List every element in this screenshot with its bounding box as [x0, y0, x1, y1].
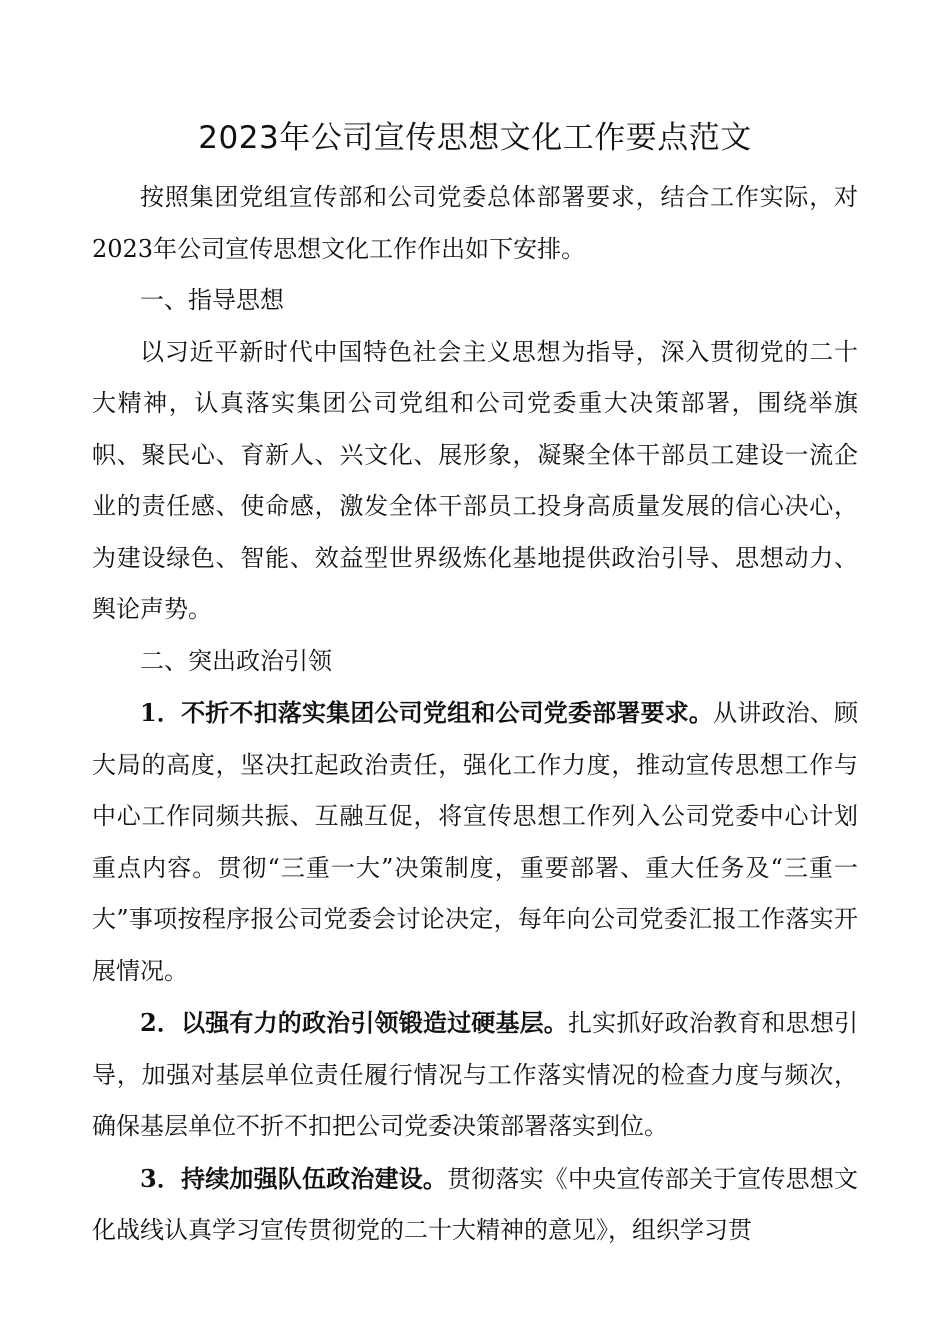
item-1-lead: 1．不折不扣落实集团公司党组和公司党委部署要求。: [140, 698, 714, 727]
section-2-heading: 二、突出政治引领: [140, 646, 332, 675]
item-3-lead: 3．持续加强队伍政治建设。: [140, 1163, 448, 1193]
item-2-text: 扎实抓好政治教育和思想引导，加强对基层单位责任履行情况与工作落实情况的检查力度与频次，确保基层单位不折不扣把公司党委决策部署落实到位。: [92, 1009, 859, 1140]
section-2-item-2: [92, 997, 858, 1153]
section-2-item-1: [92, 687, 858, 997]
intro-paragraph: 按照集团党组宣传部和公司党委总体部署要求，结合工作实际，对2023年公司宣传思想文化工作作出如下安排。: [92, 183, 858, 263]
section-2-item-3: [92, 1153, 858, 1257]
item-3-text: 贯彻落实《中央宣传部关于宣传思想文化战线认真学习宣传贯彻党的二十大精神的意见》，组织学习贯: [92, 1164, 858, 1244]
document-page: [92, 118, 858, 1257]
section-1-body: 以习近平新时代中国特色社会主义思想为指导，深入贯彻党的二十大精神，认真落实集团公司党组和公司党委重大决策部署，围绕举旗帜、聚民心、育新人、兴文化、展形象，凝聚全体干部员工建设一流企业的责任感、使命感，激发全体干部员工投身高质量发展的信心决心，为建设绿色、智能、效益型世界级炼化基地提供政治引导、思想动力、舆论声势。: [92, 337, 858, 623]
item-2-lead: 2．以强有力的政治引领锻造过硬基层。: [140, 1008, 568, 1037]
document-title: 2023年公司宣传思想文化工作要点范文: [198, 120, 752, 156]
section-1-heading: 一、指导思想: [140, 286, 284, 314]
item-1-text: 从讲政治、顾大局的高度，坚决扛起政治责任，强化工作力度，推动宣传思想工作与中心工作同频共振、互融互促，将宣传思想工作列入公司党委中心计划重点内容。贯彻“三重一大”决策制度，重要部署、重大任务及“三重一大”事项按程序报公司党委会讨论决定，每年向公司党委汇报工作落实开展情况。: [92, 699, 859, 985]
